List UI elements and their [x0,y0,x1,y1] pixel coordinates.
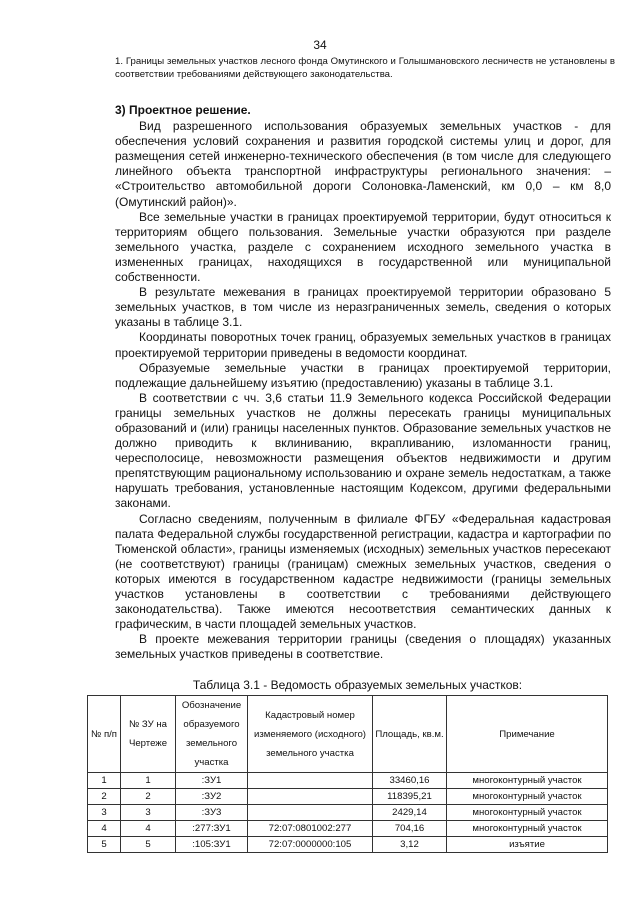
cell-designation: :277:ЗУ1 [176,821,248,837]
cell-area: 118395,21 [373,789,447,805]
header-cell-cadastral-number: Кадастровый номер изменяемого (исходного) земельного участка [248,696,373,773]
table-row [88,821,608,837]
paragraph: В проекте межевания территории границы (сведения о площадях) указанных земельных участков приведены в соответствие. [115,632,611,662]
paragraph: Согласно сведениям, полученным в филиале ФГБУ «Федеральная кадастровая палата Федеральной службы государственной регистрации, кадастра и картографии по Тюменской области», границы изменяемых (исходных) земельных участков пересекают (не соответствуют) границы (границам) смежных земельных участков, сведения о которых имеются в государственном кадастре недвижимости (границы земельных участков установлены в соответствии с требованиями действующего законодательства). Также имеются несоответствия семантических данных к графическим, в части площадей земельных участков. [115,511,611,632]
cell-designation: :ЗУ1 [176,773,248,789]
header-cell-number: № п/п [88,696,121,773]
paragraph: В результате межевания в границах проектируемой территории образовано 5 земельных участков, в том числе из неразграниченных земель, сведения о которых указаны в таблице 3.1. [115,285,611,330]
cell-note: многоконтурный участок [447,821,608,837]
cell-plot-on-drawing: 1 [121,773,176,789]
land-plots-table [87,695,608,853]
paragraph: Координаты поворотных точек границ, образуемых земельных участков в границах проектируемой территории приведены в ведомости координат. [115,330,611,360]
cell-cadastral-number [248,773,373,789]
cell-note: многоконтурный участок [447,789,608,805]
table-caption: Таблица 3.1 - Ведомость образуемых земельных участков: [192,678,523,692]
header-cell-note: Примечание [447,696,608,773]
cell-plot-on-drawing: 3 [121,805,176,821]
cell-plot-on-drawing: 4 [121,821,176,837]
cell-plot-on-drawing: 2 [121,789,176,805]
cell-cadastral-number: 72:07:0801002:277 [248,821,373,837]
table-row [88,805,608,821]
paragraph: Вид разрешенного использования образуемых земельных участков - для обеспечения условий сохранения и развития городской системы улиц и дорог, для размещения сетей инженерно-технического обеспечения (в том числе для следующего линейного объекта транспортной инфраструктуры регионального значения: – «Строительство автомобильной дороги Солоновка-Ламенский, км 0,0 – км 8,0 (Омутинский район)». [115,119,611,209]
section-title: 3) Проектное решение. [115,103,251,117]
paragraph: Все земельные участки в границах проектируемой территории, будут относиться к территориям общего пользования. Земельные участки образуются при разделе земельного участка, разделе с сохранением исходного земельного участка в измененных границах, находящихся в государственной или муниципальной собственности. [115,209,611,285]
page-number: 34 [313,38,327,52]
paragraph: В соответствии с чч. 3,6 статьи 11.9 Земельного кодекса Российской Федерации границы земельных участков не должны пересекать границы муниципальных образований и (или) границы населенных пунктов. Образование земельных участков не должно приводить к вклиниванию, вкрапливанию, изломанности границ, чересполосице, невозможности размещения объектов недвижимости и другим препятствующим рациональному использованию и охране земель недостаткам, а также нарушать требования, установленные настоящим Кодексом, другими федеральными законами. [115,390,611,511]
table-header-row [88,696,608,773]
cell-area: 3,12 [373,837,447,853]
cell-number: 3 [88,805,121,821]
cell-number: 1 [88,773,121,789]
header-cell-designation: Обозначение образуемого земельного участка [176,696,248,773]
footnote: 1. Границы земельных участков лесного фонда Омутинского и Голышмановского лесничеств не установлены в соответствии требованиями действующего законодательства. [115,56,615,80]
cell-designation: :ЗУ3 [176,805,248,821]
cell-area: 704,16 [373,821,447,837]
section-project-decision [115,103,611,662]
table-row [88,837,608,853]
table-row [88,789,608,805]
paragraph: Образуемые земельные участки в границах проектируемой территории, подлежащие дальнейшему изъятию (предоставлению) указаны в таблице 3.1. [115,360,611,390]
table-row [88,773,608,789]
cell-cadastral-number [248,789,373,805]
header-cell-plot-on-drawing: № ЗУ на Чертеже [121,696,176,773]
cell-designation: :ЗУ2 [176,789,248,805]
cell-number: 4 [88,821,121,837]
cell-number: 2 [88,789,121,805]
cell-cadastral-number [248,805,373,821]
cell-area: 2429,14 [373,805,447,821]
header-cell-area: Площадь, кв.м. [373,696,447,773]
cell-note: многоконтурный участок [447,805,608,821]
cell-note: изъятие [447,837,608,853]
cell-area: 33460,16 [373,773,447,789]
cell-plot-on-drawing: 5 [121,837,176,853]
cell-number: 5 [88,837,121,853]
cell-designation: :105:ЗУ1 [176,837,248,853]
cell-note: многоконтурный участок [447,773,608,789]
cell-cadastral-number: 72:07:0000000:105 [248,837,373,853]
